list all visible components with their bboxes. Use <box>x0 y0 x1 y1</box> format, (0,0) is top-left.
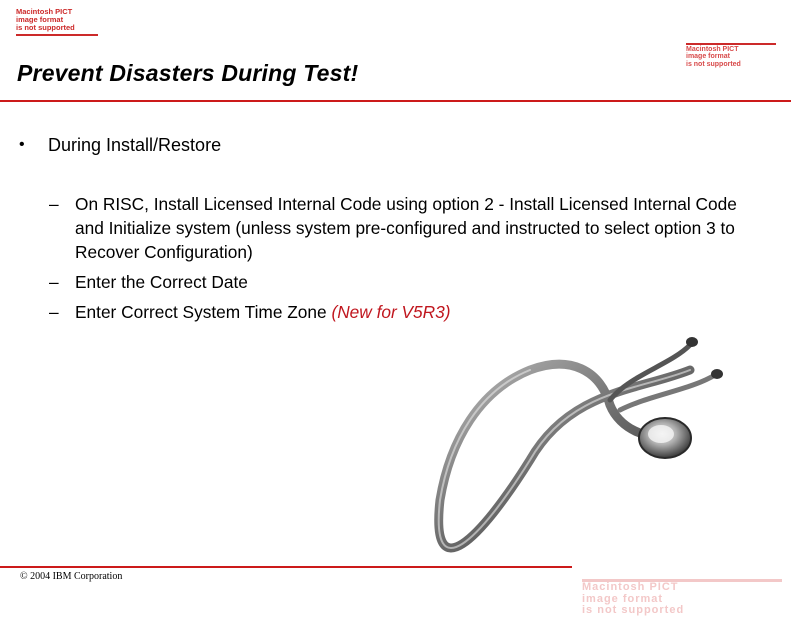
version-note: (New for V5R3) <box>331 302 451 322</box>
dash-marker: – <box>49 272 59 292</box>
stethoscope-icon <box>420 330 730 570</box>
bullet-marker: • <box>19 136 25 153</box>
sub-bullet <box>49 270 739 294</box>
pict-placeholder-top-right: Macintosh PICT image format is not supported <box>686 43 776 68</box>
sub-bullet-text: Enter Correct System Time Zone <box>75 302 327 322</box>
slide-title: Prevent Disasters During Test! <box>17 60 359 86</box>
dash-marker: – <box>49 194 59 214</box>
copyright: © 2004 IBM Corporation <box>20 571 123 582</box>
sub-bullet-text: On RISC, Install Licensed Internal Code using option 2 - Install Licensed Internal Code and Initialize system (unless system pre-configured and instructed to select option 3 to Recover Configuration) <box>75 194 737 262</box>
title-divider <box>0 100 791 102</box>
bullet-text: During Install/Restore <box>48 135 222 155</box>
sub-bullet <box>49 192 739 264</box>
pict-placeholder-top-left: Macintosh PICT image format is not supported <box>16 8 98 36</box>
sub-bullet-text: Enter the Correct Date <box>75 272 248 292</box>
dash-marker: – <box>49 302 59 322</box>
sub-bullet-list <box>49 192 739 324</box>
pict-placeholder-bottom-right: Macintosh PICT image format is not supported <box>582 579 782 617</box>
footer-divider <box>0 566 572 568</box>
sub-bullet <box>49 300 739 324</box>
